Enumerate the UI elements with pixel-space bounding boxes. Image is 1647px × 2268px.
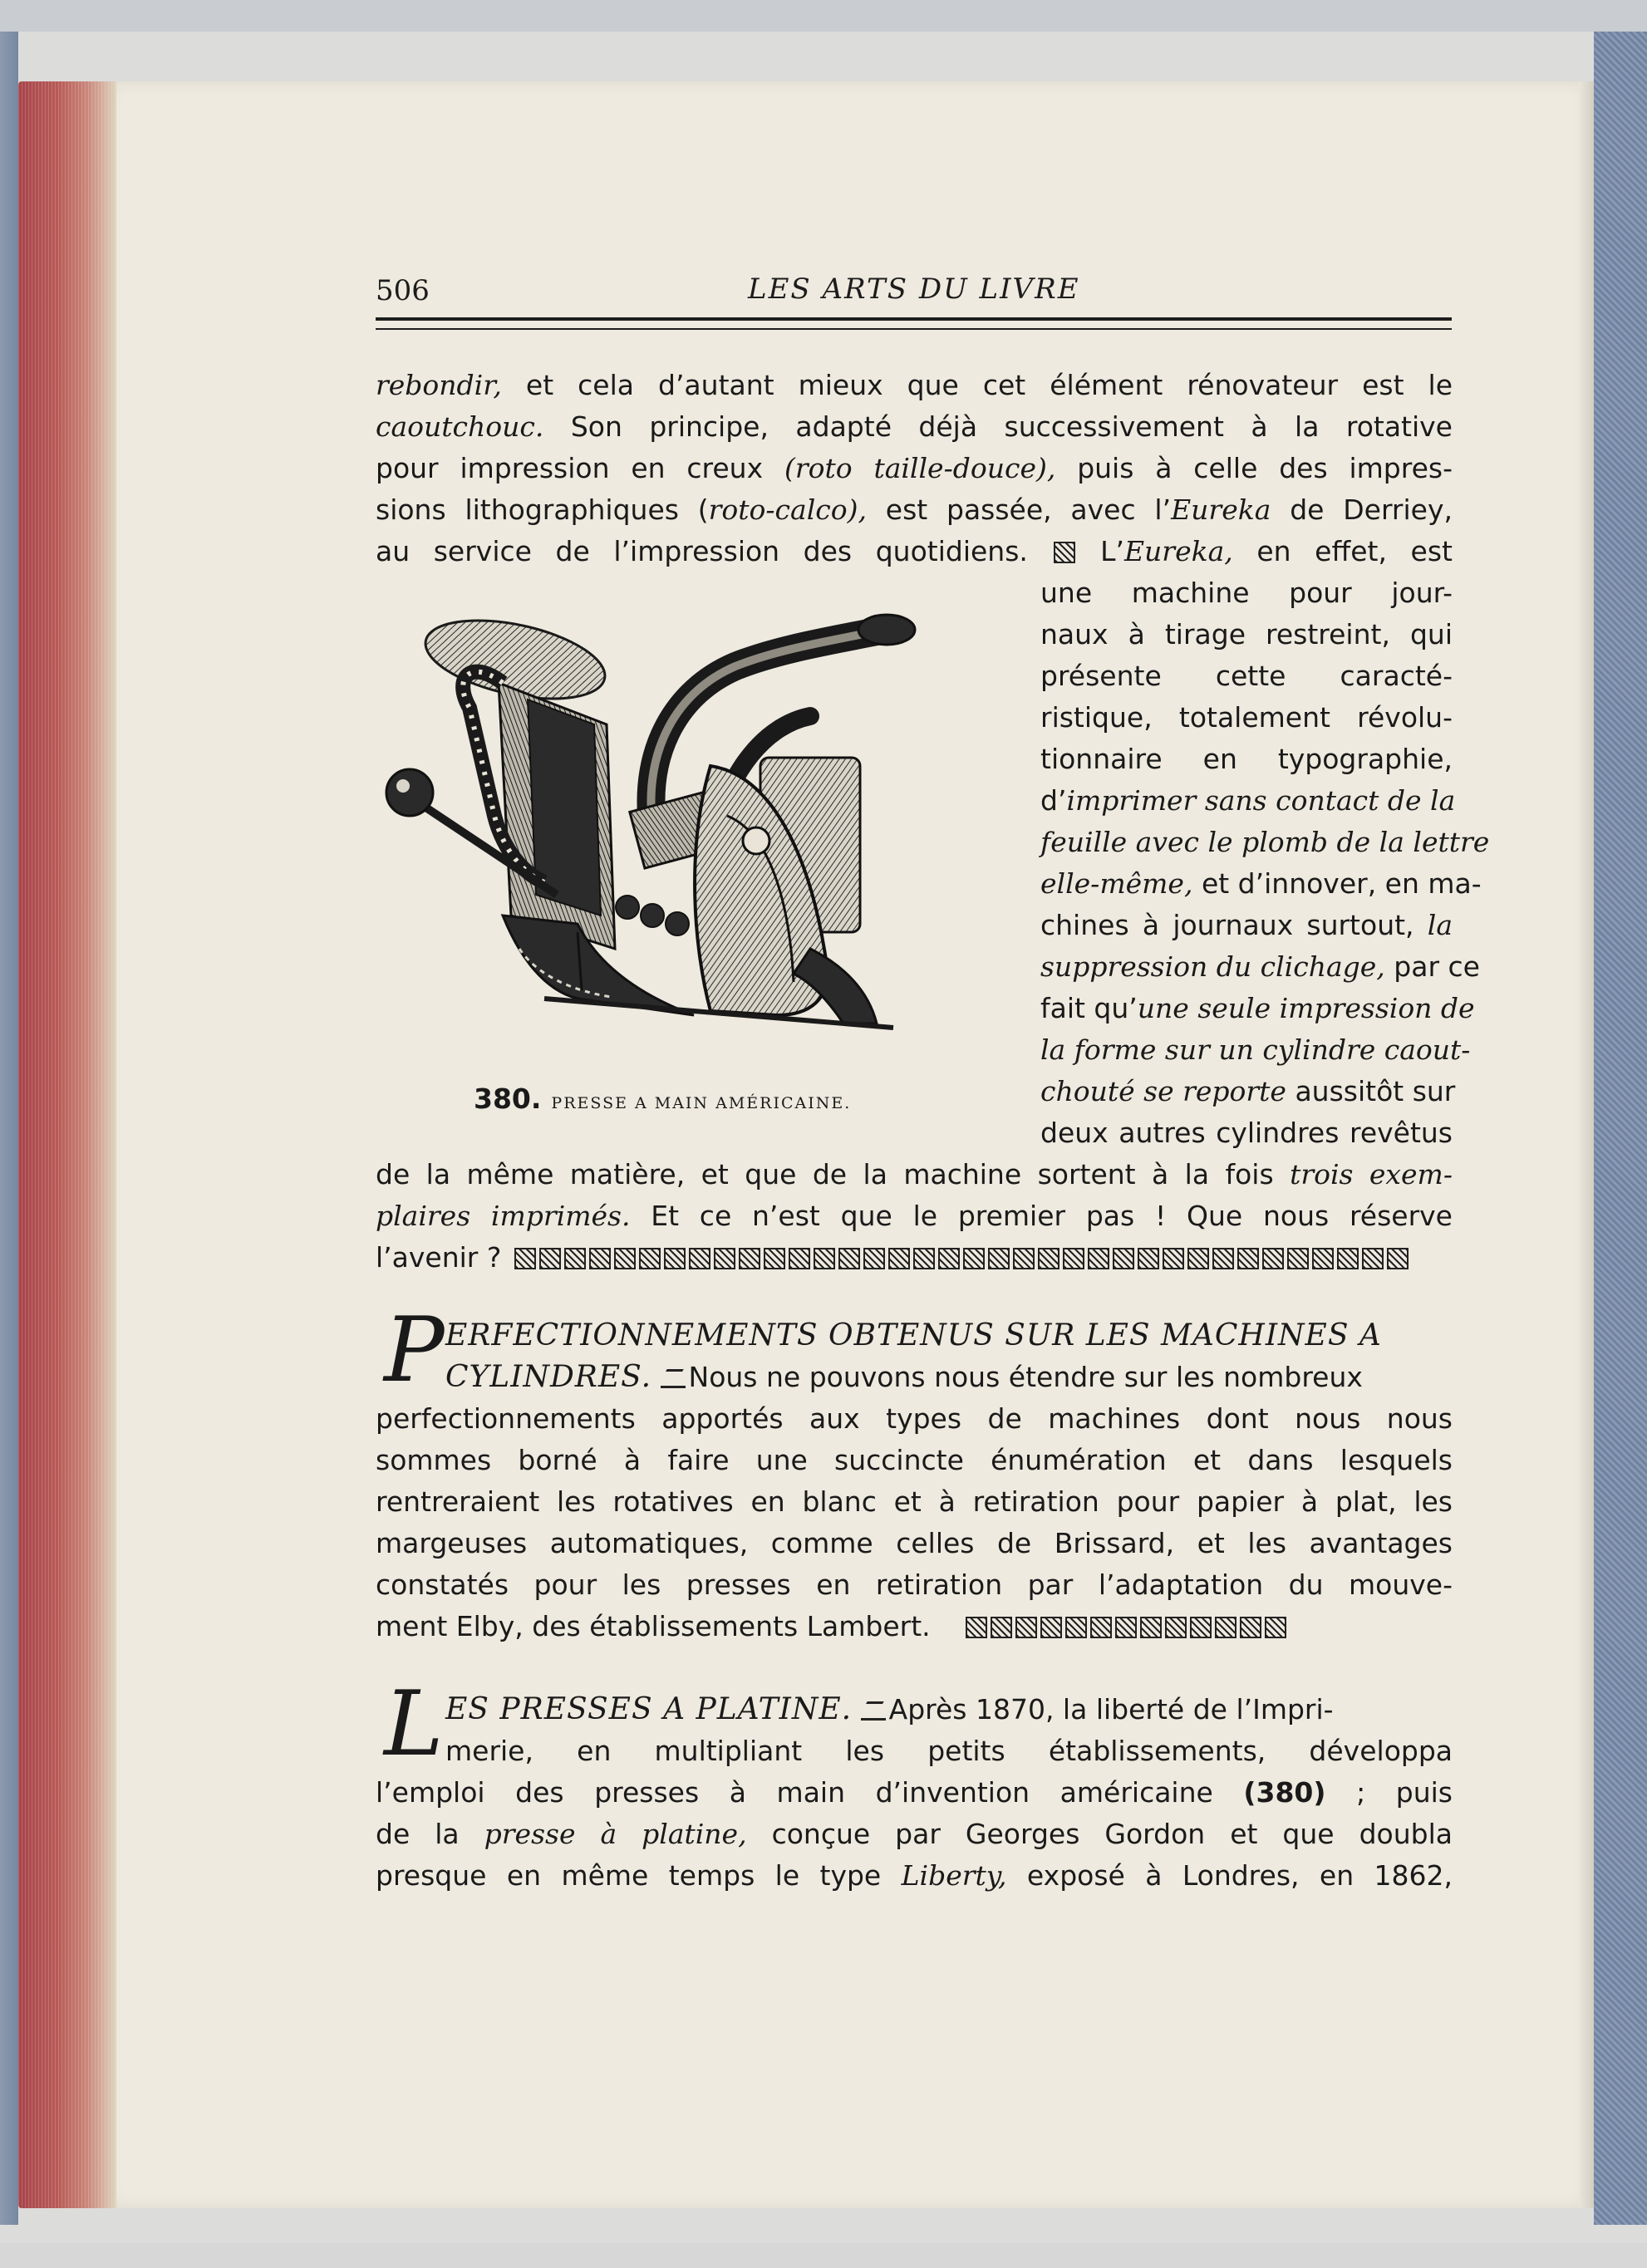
text-line: chouté se reporte aussitôt sur xyxy=(1040,1075,1456,1107)
ornament-icon xyxy=(1165,1617,1187,1638)
text-line: ristique, totalement révolu- xyxy=(1040,701,1453,734)
ornament-icon xyxy=(1237,1248,1259,1269)
ornament-icon xyxy=(1063,1248,1084,1269)
ornament-icon xyxy=(614,1248,636,1269)
text-line: l’emploi des presses à main d’invention américaine (380) ; puis xyxy=(376,1776,1453,1809)
text-line: naux à tirage restreint, qui xyxy=(1040,618,1453,650)
ornament-icon xyxy=(1212,1248,1234,1269)
ornament-icon xyxy=(1163,1248,1184,1269)
ornament-icon xyxy=(1013,1248,1035,1269)
ornament-icon xyxy=(913,1248,935,1269)
ornament-icon xyxy=(966,1617,987,1638)
ornament-icon xyxy=(664,1248,686,1269)
ornament-icon xyxy=(1088,1248,1109,1269)
ornament-icon xyxy=(1265,1617,1286,1638)
ornament-icon xyxy=(764,1248,785,1269)
hand-press-illustration xyxy=(378,600,976,1075)
ornament-icon xyxy=(1138,1248,1159,1269)
section-heading: ES PRESSES A PLATINE. xyxy=(445,1692,853,1726)
text-line: elle-même, et d’innover, en ma- xyxy=(1040,867,1482,900)
text-line: sions lithographiques (roto-calco), est passée, avec l’Eureka de Derriey, xyxy=(376,493,1453,526)
text-line: ES PRESSES A PLATINE. Après 1870, la liberté de l’Impri- xyxy=(445,1692,1334,1726)
ornament-icon xyxy=(539,1248,561,1269)
text-line: plaires imprimés. Et ce n’est que le premier pas ! Que nous réserve xyxy=(376,1200,1453,1232)
ornament-row xyxy=(964,1607,1288,1647)
section-heading: ERFECTIONNEMENTS OBTENUS SUR LES MACHINES A xyxy=(445,1318,1382,1352)
text-line: rebondir, et cela d’autant mieux que cet élément rénovateur est le xyxy=(376,369,1453,401)
page-number: 506 xyxy=(376,274,430,307)
text-line: présente cette caracté- xyxy=(1040,660,1453,692)
fleuron-icon xyxy=(861,1700,886,1721)
text-line: presque en même temps le type Liberty, exposé à Londres, en 1862, xyxy=(376,1859,1453,1892)
ornament-icon xyxy=(739,1248,760,1269)
text-line: tionnaire en typographie, xyxy=(1040,743,1453,775)
book-cloth-top xyxy=(0,0,1647,32)
ornament-icon xyxy=(689,1248,710,1269)
running-title: LES ARTS DU LIVRE xyxy=(748,272,1080,306)
book-cloth-bottom xyxy=(0,2243,1647,2268)
text-line: sommes borné à faire une succincte énumération et dans lesquels xyxy=(376,1444,1453,1476)
ornament-icon xyxy=(714,1248,735,1269)
ornament-icon xyxy=(1065,1617,1087,1638)
book-cover-left xyxy=(0,32,18,2225)
ornament-icon xyxy=(1312,1248,1334,1269)
ornament-icon xyxy=(1054,542,1075,563)
ornament-icon xyxy=(589,1248,611,1269)
ornament-icon xyxy=(814,1248,835,1269)
ornament-icon xyxy=(888,1248,910,1269)
ornament-icon xyxy=(1287,1248,1309,1269)
ornament-icon xyxy=(1337,1248,1359,1269)
ornament-icon xyxy=(963,1248,985,1269)
ornament-icon xyxy=(988,1248,1010,1269)
ornament-icon xyxy=(1190,1617,1212,1638)
page-gutter-shadow xyxy=(1579,81,1595,2208)
ornament-icon xyxy=(1113,1248,1134,1269)
ornament-icon xyxy=(991,1617,1012,1638)
text-line: rentreraient les rotatives en blanc et à retiration pour papier à plat, les xyxy=(376,1485,1453,1518)
text-line: fait qu’une seule impression de xyxy=(1040,992,1475,1024)
text-line: d’imprimer sans contact de la xyxy=(1040,784,1456,817)
drop-cap: L xyxy=(384,1672,444,1776)
ornament-icon xyxy=(1140,1617,1162,1638)
ornament-icon xyxy=(1115,1617,1137,1638)
text-line: constatés pour les presses en retiration par l’adaptation du mouve- xyxy=(376,1568,1453,1601)
ornament-icon xyxy=(564,1248,586,1269)
text-line: CYLINDRES. Nous ne pouvons nous étendre sur les nombreux xyxy=(445,1360,1363,1394)
text-line: la forme sur un cylindre caout- xyxy=(1040,1033,1471,1066)
section-heading-cont: CYLINDRES. xyxy=(445,1360,652,1394)
ornament-icon xyxy=(1040,1617,1062,1638)
text-line: au service de l’impression des quotidiens. L’Eureka, en effet, est xyxy=(376,535,1453,567)
text-line: chines à journaux surtout, la xyxy=(1040,909,1453,941)
text-line: caoutchouc. Son principe, adapté déjà successivement à la rotative xyxy=(376,410,1453,443)
ornament-icon xyxy=(1387,1248,1409,1269)
ornament-icon xyxy=(838,1248,860,1269)
text-line: perfectionnements apportés aux types de machines dont nous nous xyxy=(376,1402,1453,1435)
ornament-icon xyxy=(514,1248,536,1269)
drop-cap: P xyxy=(384,1298,445,1402)
text-line: de la presse à platine, conçue par Georges Gordon et que doubla xyxy=(376,1818,1453,1850)
ornament-icon xyxy=(1015,1617,1037,1638)
ornament-icon xyxy=(1187,1248,1209,1269)
text-line: margeuses automatiques, comme celles de Brissard, et les avantages xyxy=(376,1527,1453,1559)
text-line: l’avenir ? xyxy=(376,1238,1453,1278)
text-line: suppression du clichage, par ce xyxy=(1040,950,1480,983)
text-line: feuille avec le plomb de la lettre xyxy=(1040,826,1490,858)
text-line: de la même matière, et que de la machine sortent à la fois trois exem- xyxy=(376,1158,1453,1190)
ornament-icon xyxy=(789,1248,810,1269)
text-line: merie, en multipliant les petits établissements, développa xyxy=(445,1735,1453,1767)
text-line: deux autres cylindres revêtus xyxy=(1040,1117,1453,1149)
text-line: une machine pour jour- xyxy=(1040,577,1453,609)
ornament-icon xyxy=(1362,1248,1384,1269)
fleuron-icon xyxy=(661,1367,686,1388)
ornament-icon xyxy=(1038,1248,1059,1269)
ornament-row xyxy=(513,1238,1410,1278)
ornament-icon xyxy=(1215,1617,1236,1638)
header-rule-thin xyxy=(376,328,1452,330)
figure-caption: 380. PRESSE A MAIN AMÉRICAINE. xyxy=(474,1082,852,1115)
ornament-icon xyxy=(1262,1248,1284,1269)
header-rule xyxy=(376,317,1452,321)
book-cover-right xyxy=(1594,32,1647,2225)
ornament-icon xyxy=(938,1248,960,1269)
ornament-icon xyxy=(639,1248,661,1269)
ornament-icon xyxy=(1240,1617,1261,1638)
text-line: ment Elby, des établissements Lambert. xyxy=(376,1607,1453,1647)
ornament-icon xyxy=(863,1248,885,1269)
ornament-icon xyxy=(1090,1617,1112,1638)
text-line: pour impression en creux (roto taille-douce), puis à celle des impres- xyxy=(376,452,1453,484)
page-fore-edge xyxy=(18,81,116,2208)
